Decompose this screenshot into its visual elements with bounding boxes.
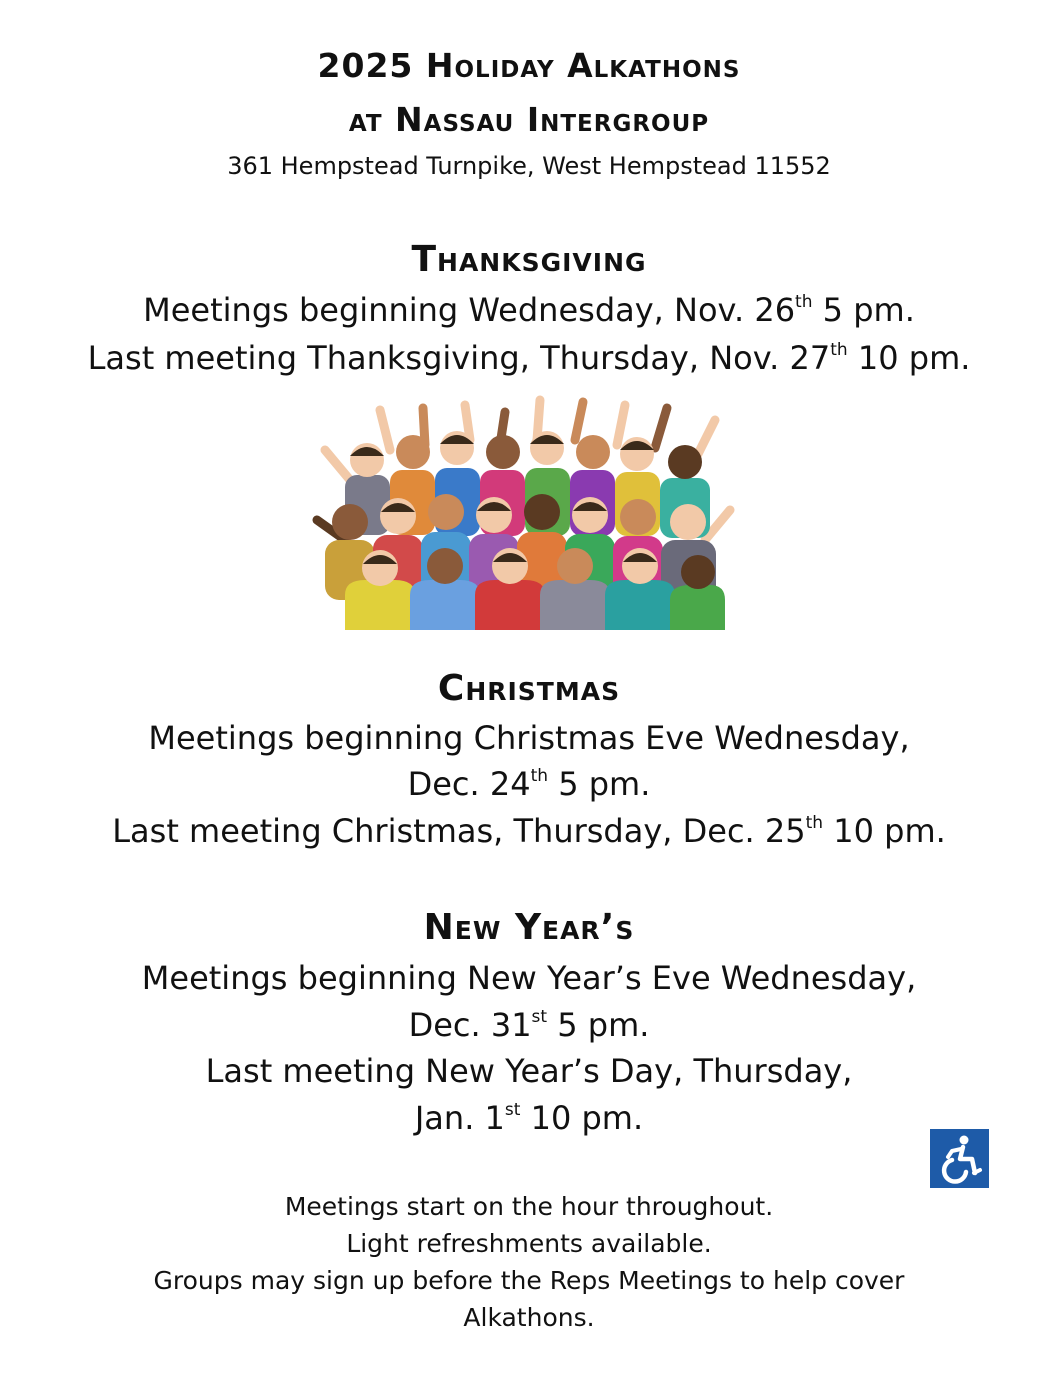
new-years-heading: New Year’s — [423, 907, 635, 948]
new-years-end-date-line — [0, 1096, 1058, 1140]
address: 361 Hempstead Turnpike, West Hempstead 11552 — [227, 152, 831, 180]
note-refreshments: Light refreshments available. — [346, 1229, 712, 1258]
new-years-end-suffix: st — [504, 1100, 521, 1120]
christmas-end-suffix: th — [805, 813, 824, 833]
note-signup: Groups may sign up before the Reps Meetings to help cover — [153, 1266, 905, 1295]
thanksgiving-start-line — [0, 288, 1058, 332]
thanksgiving-heading: Thanksgiving — [411, 239, 647, 280]
christmas-heading: Christmas — [437, 668, 621, 709]
new-years-start-time: 5 pm. — [547, 1006, 650, 1044]
thanksgiving-start-time: 5 pm. — [812, 291, 915, 329]
new-years-start-date: Dec. 31 — [408, 1006, 532, 1044]
new-years-start-line: Meetings beginning New Year’s Eve Wednesday, — [141, 959, 917, 997]
christmas-start-date: Dec. 24 — [407, 765, 531, 803]
thanksgiving-end-line — [0, 336, 1058, 380]
page-title-line2: at Nassau Intergroup — [348, 100, 710, 139]
page-title-line1: 2025 Holiday Alkathons — [317, 46, 741, 85]
thanksgiving-end-suffix: th — [830, 340, 848, 360]
christmas-end-time: 10 pm. — [823, 812, 946, 850]
note-signup-continued: Alkathons. — [463, 1303, 595, 1332]
christmas-start-suffix: th — [530, 766, 549, 786]
christmas-end-text: Last meeting Christmas, Thursday, Dec. 25 — [112, 812, 806, 850]
christmas-start-time: 5 pm. — [548, 765, 651, 803]
new-years-end-time: 10 pm. — [520, 1099, 644, 1137]
new-years-start-suffix: st — [531, 1007, 548, 1027]
thanksgiving-end-text: Last meeting Thanksgiving, Thursday, Nov. 27 — [87, 339, 831, 377]
thanksgiving-start-text: Meetings beginning Wednesday, Nov. 26 — [143, 291, 796, 329]
new-years-end-date: Jan. 1 — [414, 1099, 505, 1137]
christmas-start-date-line — [0, 762, 1058, 806]
wheelchair-accessible-icon — [930, 1129, 989, 1188]
new-years-end-line: Last meeting New Year’s Day, Thursday, — [205, 1052, 853, 1090]
new-years-start-date-line — [0, 1003, 1058, 1047]
thanksgiving-end-time: 10 pm. — [847, 339, 971, 377]
thanksgiving-start-suffix: th — [795, 292, 813, 312]
celebrating-crowd-illustration — [305, 390, 745, 630]
christmas-end-line — [0, 809, 1058, 853]
note-hourly: Meetings start on the hour throughout. — [284, 1192, 774, 1221]
christmas-start-line: Meetings beginning Christmas Eve Wednesday, — [148, 719, 910, 757]
